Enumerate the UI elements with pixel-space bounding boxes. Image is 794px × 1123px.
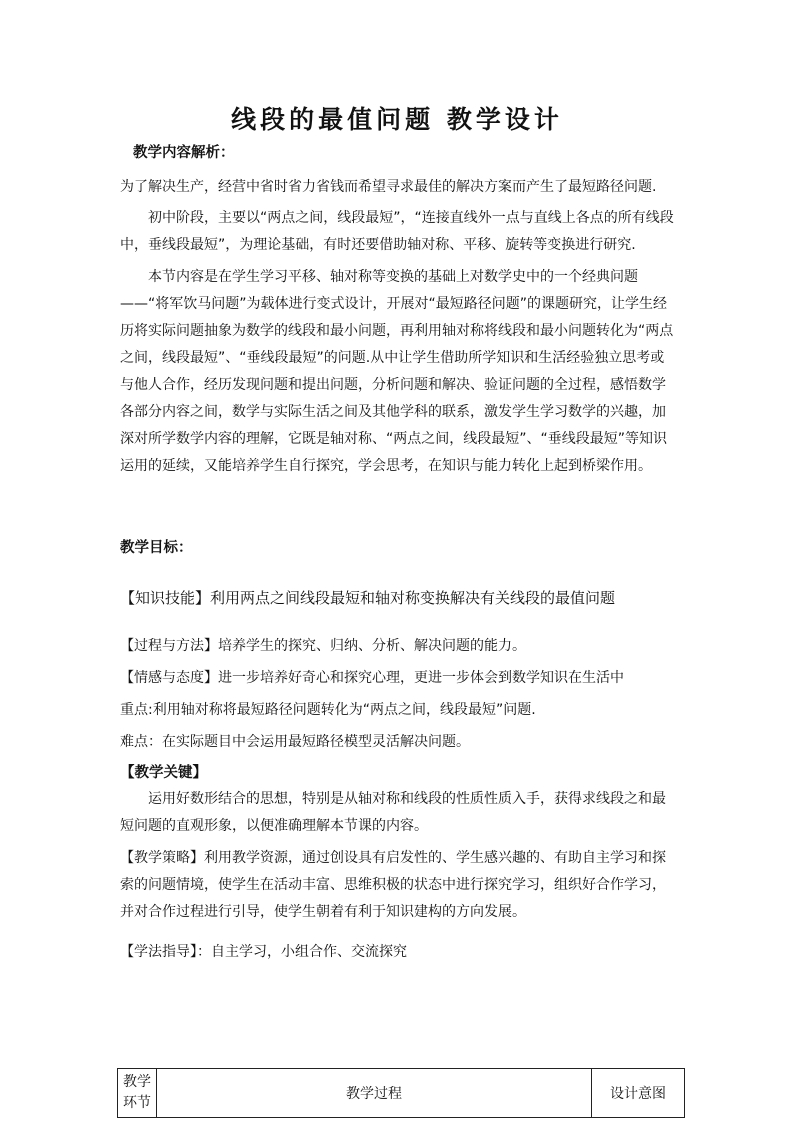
content-analysis-heading: 教学内容解析： [133,145,235,161]
header-teaching-stage-line1: 教学 [123,1074,151,1090]
goal-process-methods: 【过程与方法】培养学生的探究、归纳、分析、解决问题的能力。 [120,638,526,654]
difficulty-point: 难点：在实际题目中会运用最短路径模型灵活解决问题。 [120,734,470,750]
header-teaching-stage [118,1069,157,1118]
teaching-key-heading: 【教学关键】 [120,765,207,781]
header-teaching-stage-line2: 环节 [123,1095,151,1111]
content-analysis-paragraph-3: 本节内容是在学生学习平移、轴对称等变换的基础上对数学史中的一个经典问题——“将军饮马问题”为载体进行变式设计，开展对“最短路径问题”的课题研究，让学生经历将实际问题抽象为数学的线段和最小问题，再利用轴对称将线段和最小问题转化为“两点之间，线段最短”、“垂线段最短”的问题.从中让学生借助所学知识和生活经验独立思考或与他人合作，经历发现问题和提出问题，分析问题和解决、验证问题的全过程，感悟数学各部分内容之间，数学与实际生活之间及其他学科的联系，激发学生学习数学的兴趣，加深对所学数学内容的理解，它既是轴对称、“两点之间，线段最短”、“垂线段最短”等知识运用的延续，又能培养学生自行探究，学会思考，在知识与能力转化上起到桥梁作用。 [120,269,674,474]
teaching-key-text: 运用好数形结合的思想，特别是从轴对称和线段的性质性质入手，获得求线段之和最短问题的直观形象，以便准确理解本节课的内容。 [120,791,666,834]
content-analysis-paragraph-2: 初中阶段，主要以“两点之间，线段最短”，“连接直线外一点与直线上各点的所有线段中，垂线段最短”，为理论基础，有时还要借助轴对称、平移、旋转等变换进行研究. [120,210,674,253]
header-design-intent: 设计意图 [592,1069,685,1118]
study-method-guidance: 【学法指导】：自主学习，小组合作、交流探究 [120,944,407,960]
teaching-strategy-text: 【教学策略】利用教学资源，通过创设具有启发性的、学生感兴趣的、有助自主学习和探索的问题情境，使学生在活动丰富、思维积极的状态中进行探究学习，组织好合作学习，并对合作过程进行引导，使学生朝着有利于知识建构的方向发展。 [120,850,666,920]
table-header-row [118,1069,685,1118]
header-teaching-process: 教学过程 [157,1069,592,1118]
goal-knowledge-skills: 【知识技能】利用两点之间线段最短和轴对称变换解决有关线段的最值问题 [120,589,616,607]
teaching-goals-heading: 教学目标： [120,540,193,556]
key-point: 重点:利用轴对称将最短路径问题转化为“两点之间，线段最短”问题. [120,702,536,718]
goal-emotion-attitude: 【情感与态度】进一步培养好奇心和探究心理，更进一步体会到数学知识在生活中 [120,670,624,686]
teaching-process-table [117,1068,685,1118]
content-analysis-paragraph-1: 为了解决生产，经营中省时省力省钱而希望寻求最佳的解决方案而产生了最短路径问题. [120,179,657,195]
document-title: 线段的最值问题 教学设计 [231,105,563,134]
